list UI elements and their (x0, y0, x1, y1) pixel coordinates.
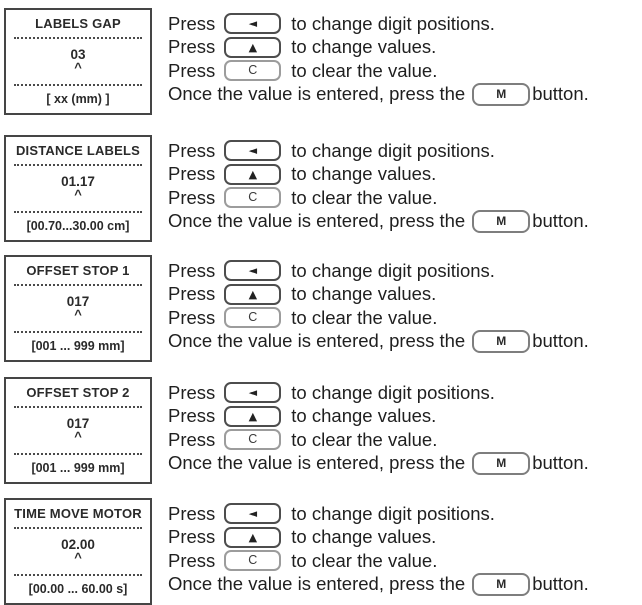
instruction-line-enter (168, 210, 589, 234)
instruction-line-values (168, 163, 589, 187)
lcd-title: DISTANCE LABELS (15, 143, 141, 158)
clear-key (224, 550, 281, 571)
clear-key (224, 60, 281, 81)
left-arrow-icon: ◄ (248, 386, 258, 400)
left-arrow-key (224, 503, 281, 524)
left-arrow-icon: ◄ (248, 144, 258, 158)
lcd-value-area (61, 529, 95, 568)
instruction-text: button. (532, 83, 589, 105)
left-arrow-icon: ◄ (248, 507, 258, 521)
instruction-line-digit-positions (168, 381, 589, 405)
lcd-range: [001 ... 999 mm] (31, 461, 125, 475)
lcd-value-area (70, 39, 85, 78)
setting-row-labels-gap (4, 8, 642, 115)
lcd-value-area (67, 408, 90, 447)
memory-key (472, 210, 530, 233)
press-text: Press (168, 59, 216, 81)
instruction-line-values (168, 36, 589, 60)
press-text: Press (168, 405, 216, 427)
instruction-text: to clear the value. (291, 428, 438, 450)
press-text: Press (168, 526, 216, 548)
instruction-text: button. (532, 210, 589, 232)
press-text: Press (168, 163, 216, 185)
lcd-cursor-caret: ^ (74, 428, 82, 444)
instruction-line-digit-positions (168, 502, 589, 526)
instruction-line-values (168, 283, 589, 307)
instruction-line-clear (168, 549, 589, 573)
instruction-text: to change digit positions. (291, 381, 495, 403)
memory-key (472, 83, 530, 106)
press-text: Press (168, 428, 216, 450)
left-arrow-key (224, 140, 281, 161)
clear-key (224, 187, 281, 208)
instruction-text: Once the value is entered, press the (168, 83, 466, 105)
lcd-range: [00.00 ... 60.00 s] (28, 582, 128, 596)
instruction-line-digit-positions (168, 139, 589, 163)
lcd-value: 01.17 (61, 173, 95, 189)
lcd-value: 02.00 (61, 536, 95, 552)
instruction-text: to change digit positions. (291, 502, 495, 524)
lcd-display (4, 377, 152, 484)
clear-key (224, 429, 281, 450)
press-text: Press (168, 502, 216, 524)
lcd-cursor-caret: ^ (74, 59, 82, 75)
press-text: Press (168, 283, 216, 305)
instruction-text: Once the value is entered, press the (168, 210, 466, 232)
instruction-text: to change digit positions. (291, 259, 495, 281)
instruction-line-enter (168, 330, 589, 354)
instruction-line-clear (168, 306, 589, 330)
left-arrow-icon: ◄ (248, 17, 258, 31)
lcd-value: 017 (66, 293, 90, 309)
memory-key (472, 330, 530, 353)
instruction-text: button. (532, 330, 589, 352)
up-arrow-icon: ▲ (248, 40, 258, 54)
instruction-line-enter (168, 83, 589, 107)
press-text: Press (168, 306, 216, 328)
up-arrow-key (224, 164, 281, 185)
instruction-text: Once the value is entered, press the (168, 330, 466, 352)
lcd-value-area (61, 166, 95, 205)
up-arrow-icon: ▲ (248, 530, 258, 544)
instruction-list (168, 8, 589, 106)
instruction-text: button. (532, 573, 589, 595)
press-text: Press (168, 12, 216, 34)
clear-key-label: C (248, 310, 258, 325)
memory-key-label: M (496, 333, 507, 348)
instruction-text: to change values. (291, 163, 437, 185)
instruction-line-enter (168, 452, 589, 476)
setting-row-time-move-motor (4, 498, 642, 605)
instruction-list (168, 135, 589, 233)
instruction-list (168, 498, 589, 596)
lcd-display (4, 498, 152, 605)
up-arrow-icon: ▲ (248, 167, 258, 181)
instruction-line-clear (168, 59, 589, 83)
instruction-text: Once the value is entered, press the (168, 573, 466, 595)
memory-key-label: M (496, 576, 507, 591)
memory-key-label: M (496, 213, 507, 228)
left-arrow-icon: ◄ (248, 264, 258, 278)
instruction-line-values (168, 526, 589, 550)
instruction-text: to clear the value. (291, 306, 438, 328)
instruction-text: to clear the value. (291, 59, 438, 81)
press-text: Press (168, 549, 216, 571)
instruction-text: to change digit positions. (291, 139, 495, 161)
instruction-text: Once the value is entered, press the (168, 452, 466, 474)
press-text: Press (168, 381, 216, 403)
lcd-cursor-caret: ^ (74, 549, 82, 565)
memory-key-label: M (496, 455, 507, 470)
instruction-list (168, 255, 589, 353)
lcd-range: [00.70...30.00 cm] (26, 219, 130, 233)
lcd-display (4, 8, 152, 115)
setting-row-distance-labels (4, 135, 642, 242)
instruction-line-clear (168, 186, 589, 210)
memory-key (472, 573, 530, 596)
lcd-title: TIME MOVE MOTOR (14, 506, 142, 521)
up-arrow-key (224, 284, 281, 305)
memory-key-label: M (496, 86, 507, 101)
lcd-range: [001 ... 999 mm] (31, 339, 125, 353)
instruction-text: to clear the value. (291, 186, 438, 208)
up-arrow-icon: ▲ (248, 287, 258, 301)
up-arrow-key (224, 37, 281, 58)
lcd-cursor-caret: ^ (74, 186, 82, 202)
up-arrow-icon: ▲ (248, 409, 258, 423)
memory-key (472, 452, 530, 475)
clear-key-label: C (248, 190, 258, 205)
instruction-list (168, 377, 589, 475)
clear-key-label: C (248, 63, 258, 78)
instruction-line-digit-positions (168, 259, 589, 283)
up-arrow-key (224, 527, 281, 548)
instruction-text: to clear the value. (291, 549, 438, 571)
lcd-display (4, 135, 152, 242)
lcd-value-area (67, 286, 90, 325)
lcd-cursor-caret: ^ (74, 306, 82, 322)
lcd-title: OFFSET STOP 2 (26, 385, 130, 400)
lcd-display (4, 255, 152, 362)
instruction-text: to change values. (291, 526, 437, 548)
instruction-line-values (168, 405, 589, 429)
clear-key-label: C (248, 553, 258, 568)
left-arrow-key (224, 260, 281, 281)
setting-row-offset-stop-2 (4, 377, 642, 484)
instruction-text: to change digit positions. (291, 12, 495, 34)
lcd-value: 017 (66, 415, 90, 431)
clear-key-label: C (248, 432, 258, 447)
press-text: Press (168, 186, 216, 208)
instruction-line-clear (168, 428, 589, 452)
setting-row-offset-stop-1 (4, 255, 642, 362)
lcd-value: 03 (70, 46, 86, 62)
press-text: Press (168, 36, 216, 58)
left-arrow-key (224, 382, 281, 403)
instruction-line-enter (168, 573, 589, 597)
instruction-line-digit-positions (168, 12, 589, 36)
instruction-text: to change values. (291, 36, 437, 58)
lcd-range: [ xx (mm) ] (46, 92, 110, 106)
left-arrow-key (224, 13, 281, 34)
instruction-text: to change values. (291, 283, 437, 305)
lcd-title: OFFSET STOP 1 (26, 263, 130, 278)
instruction-text: button. (532, 452, 589, 474)
press-text: Press (168, 259, 216, 281)
clear-key (224, 307, 281, 328)
press-text: Press (168, 139, 216, 161)
instruction-text: to change values. (291, 405, 437, 427)
up-arrow-key (224, 406, 281, 427)
lcd-title: LABELS GAP (35, 16, 121, 31)
